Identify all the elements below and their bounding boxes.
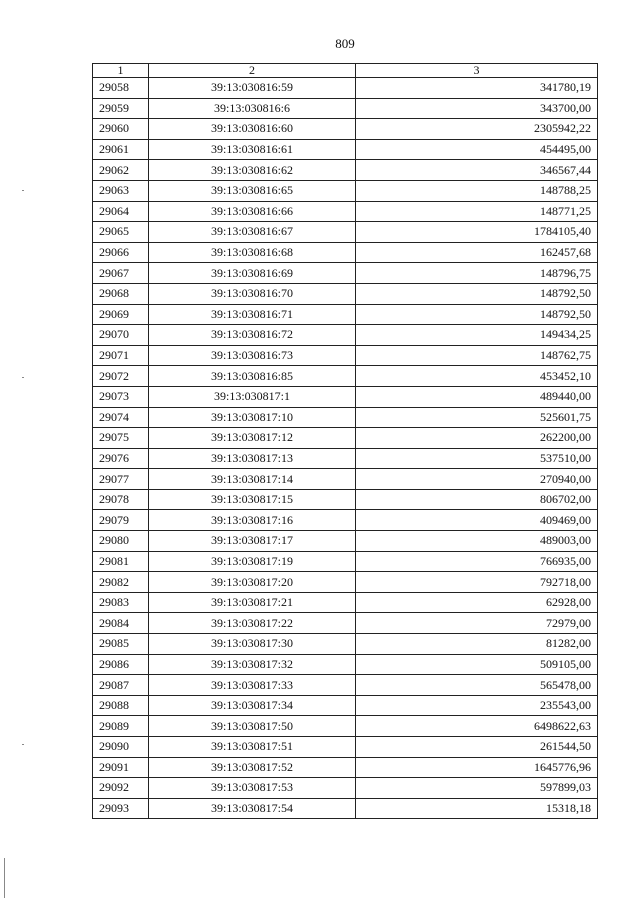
table-row (93, 716, 598, 737)
row-number-cell: 29072 (93, 366, 149, 387)
cadastral-number-cell: 39:13:030817:53 (149, 778, 356, 799)
table-row (93, 366, 598, 387)
cadastral-value-cell: 148792,50 (356, 283, 598, 304)
cadastral-value-cell: 72979,00 (356, 613, 598, 634)
cadastral-number-cell: 39:13:030817:22 (149, 613, 356, 634)
cadastral-number-cell: 39:13:030816:62 (149, 160, 356, 181)
cadastral-value-cell: 2305942,22 (356, 119, 598, 140)
table-row (93, 778, 598, 799)
cadastral-value-cell: 235543,00 (356, 695, 598, 716)
cadastral-number-cell: 39:13:030816:68 (149, 242, 356, 263)
cadastral-value-cell: 148788,25 (356, 180, 598, 201)
table-row (93, 78, 598, 99)
row-number-cell: 29083 (93, 592, 149, 613)
cadastral-number-cell: 39:13:030817:1 (149, 386, 356, 407)
cadastral-number-cell: 39:13:030817:21 (149, 592, 356, 613)
table-row (93, 592, 598, 613)
column-header-3: 3 (356, 64, 598, 78)
row-number-cell: 29073 (93, 386, 149, 407)
cadastral-number-cell: 39:13:030817:12 (149, 428, 356, 449)
cadastral-value-cell: 148796,75 (356, 263, 598, 284)
row-number-cell: 29086 (93, 654, 149, 675)
cadastral-value-cell: 341780,19 (356, 78, 598, 99)
table-row (93, 201, 598, 222)
cadastral-value-cell: 261544,50 (356, 737, 598, 758)
cadastral-number-cell: 39:13:030816:72 (149, 325, 356, 346)
cadastral-number-cell: 39:13:030817:20 (149, 572, 356, 593)
table-row (93, 345, 598, 366)
cadastral-value-cell: 806702,00 (356, 489, 598, 510)
cadastral-number-cell: 39:13:030817:51 (149, 737, 356, 758)
cadastral-value-cell: 148792,50 (356, 304, 598, 325)
table-row (93, 489, 598, 510)
table-row (93, 634, 598, 655)
table-row (93, 304, 598, 325)
table-row (93, 613, 598, 634)
cadastral-number-cell: 39:13:030817:16 (149, 510, 356, 531)
row-number-cell: 29089 (93, 716, 149, 737)
cadastral-number-cell: 39:13:030817:34 (149, 695, 356, 716)
cadastral-number-cell: 39:13:030816:85 (149, 366, 356, 387)
table-row (93, 737, 598, 758)
cadastral-number-cell: 39:13:030816:60 (149, 119, 356, 140)
cadastral-number-cell: 39:13:030816:67 (149, 222, 356, 243)
table-row (93, 510, 598, 531)
column-header-1: 1 (93, 64, 149, 78)
cadastral-number-cell: 39:13:030816:70 (149, 283, 356, 304)
table-row (93, 222, 598, 243)
row-number-cell: 29093 (93, 798, 149, 819)
cadastral-value-cell: 270940,00 (356, 469, 598, 490)
row-number-cell: 29069 (93, 304, 149, 325)
cadastral-number-cell: 39:13:030817:32 (149, 654, 356, 675)
row-number-cell: 29076 (93, 448, 149, 469)
cadastral-value-cell: 525601,75 (356, 407, 598, 428)
cadastral-value-cell: 6498622,63 (356, 716, 598, 737)
table-row (93, 757, 598, 778)
row-number-cell: 29085 (93, 634, 149, 655)
table-row (93, 180, 598, 201)
row-number-cell: 29068 (93, 283, 149, 304)
row-number-cell: 29060 (93, 119, 149, 140)
table-row (93, 469, 598, 490)
row-number-cell: 29077 (93, 469, 149, 490)
cadastral-number-cell: 39:13:030817:52 (149, 757, 356, 778)
row-number-cell: 29090 (93, 737, 149, 758)
table-row (93, 695, 598, 716)
table-row (93, 407, 598, 428)
row-number-cell: 29087 (93, 675, 149, 696)
scan-artifact (22, 377, 24, 378)
row-number-cell: 29064 (93, 201, 149, 222)
cadastral-number-cell: 39:13:030817:13 (149, 448, 356, 469)
cadastral-number-cell: 39:13:030817:10 (149, 407, 356, 428)
table-row (93, 675, 598, 696)
table-row (93, 531, 598, 552)
cadastral-number-cell: 39:13:030816:6 (149, 98, 356, 119)
row-number-cell: 29058 (93, 78, 149, 99)
cadastral-number-cell: 39:13:030817:33 (149, 675, 356, 696)
cadastral-value-cell: 509105,00 (356, 654, 598, 675)
table-row (93, 119, 598, 140)
cadastral-value-cell: 149434,25 (356, 325, 598, 346)
cadastral-value-cell: 148771,25 (356, 201, 598, 222)
cadastral-value-cell: 148762,75 (356, 345, 598, 366)
row-number-cell: 29092 (93, 778, 149, 799)
cadastral-value-cell: 489440,00 (356, 386, 598, 407)
table-row (93, 283, 598, 304)
row-number-cell: 29065 (93, 222, 149, 243)
table-row (93, 572, 598, 593)
cadastral-number-cell: 39:13:030816:65 (149, 180, 356, 201)
row-number-cell: 29074 (93, 407, 149, 428)
cadastral-number-cell: 39:13:030816:66 (149, 201, 356, 222)
cadastral-value-cell: 1784105,40 (356, 222, 598, 243)
table-row (93, 98, 598, 119)
cadastral-value-cell: 597899,03 (356, 778, 598, 799)
row-number-cell: 29082 (93, 572, 149, 593)
cadastral-value-cell: 15318,18 (356, 798, 598, 819)
table-body (93, 78, 598, 819)
table-row (93, 242, 598, 263)
row-number-cell: 29070 (93, 325, 149, 346)
row-number-cell: 29067 (93, 263, 149, 284)
table-row (93, 654, 598, 675)
row-number-cell: 29080 (93, 531, 149, 552)
cadastral-number-cell: 39:13:030817:14 (149, 469, 356, 490)
table-row (93, 448, 598, 469)
row-number-cell: 29078 (93, 489, 149, 510)
cadastral-number-cell: 39:13:030816:71 (149, 304, 356, 325)
cadastral-value-cell: 409469,00 (356, 510, 598, 531)
cadastral-number-cell: 39:13:030816:73 (149, 345, 356, 366)
row-number-cell: 29062 (93, 160, 149, 181)
row-number-cell: 29066 (93, 242, 149, 263)
cadastral-value-cell: 162457,68 (356, 242, 598, 263)
table-row (93, 325, 598, 346)
cadastral-number-cell: 39:13:030816:59 (149, 78, 356, 99)
table-row (93, 428, 598, 449)
cadastral-number-cell: 39:13:030817:15 (149, 489, 356, 510)
table-row (93, 386, 598, 407)
cadastral-number-cell: 39:13:030817:54 (149, 798, 356, 819)
cadastral-value-cell: 81282,00 (356, 634, 598, 655)
cadastral-number-cell: 39:13:030816:61 (149, 139, 356, 160)
table-row (93, 160, 598, 181)
column-header-2: 2 (149, 64, 356, 78)
page-number: 809 (335, 36, 355, 51)
cadastral-value-cell: 346567,44 (356, 160, 598, 181)
cadastral-number-cell: 39:13:030817:19 (149, 551, 356, 572)
cadastral-value-cell: 766935,00 (356, 551, 598, 572)
row-number-cell: 29071 (93, 345, 149, 366)
row-number-cell: 29079 (93, 510, 149, 531)
row-number-cell: 29075 (93, 428, 149, 449)
scan-artifact (22, 744, 24, 745)
scan-artifact (22, 190, 24, 191)
table-row (93, 263, 598, 284)
row-number-cell: 29081 (93, 551, 149, 572)
cadastral-number-cell: 39:13:030816:69 (149, 263, 356, 284)
scan-artifact (4, 858, 5, 898)
row-number-cell: 29091 (93, 757, 149, 778)
table-row (93, 551, 598, 572)
table-row (93, 139, 598, 160)
row-number-cell: 29061 (93, 139, 149, 160)
row-number-cell: 29063 (93, 180, 149, 201)
cadastral-value-table (92, 63, 598, 819)
cadastral-value-cell: 62928,00 (356, 592, 598, 613)
cadastral-value-cell: 454495,00 (356, 139, 598, 160)
row-number-cell: 29088 (93, 695, 149, 716)
cadastral-number-cell: 39:13:030817:50 (149, 716, 356, 737)
table-row (93, 798, 598, 819)
cadastral-value-cell: 1645776,96 (356, 757, 598, 778)
cadastral-number-cell: 39:13:030817:30 (149, 634, 356, 655)
cadastral-value-cell: 262200,00 (356, 428, 598, 449)
cadastral-value-cell: 792718,00 (356, 572, 598, 593)
row-number-cell: 29084 (93, 613, 149, 634)
row-number-cell: 29059 (93, 98, 149, 119)
table-header-row (93, 64, 598, 78)
cadastral-number-cell: 39:13:030817:17 (149, 531, 356, 552)
cadastral-value-cell: 537510,00 (356, 448, 598, 469)
cadastral-value-cell: 453452,10 (356, 366, 598, 387)
cadastral-value-cell: 343700,00 (356, 98, 598, 119)
cadastral-value-cell: 489003,00 (356, 531, 598, 552)
cadastral-value-cell: 565478,00 (356, 675, 598, 696)
